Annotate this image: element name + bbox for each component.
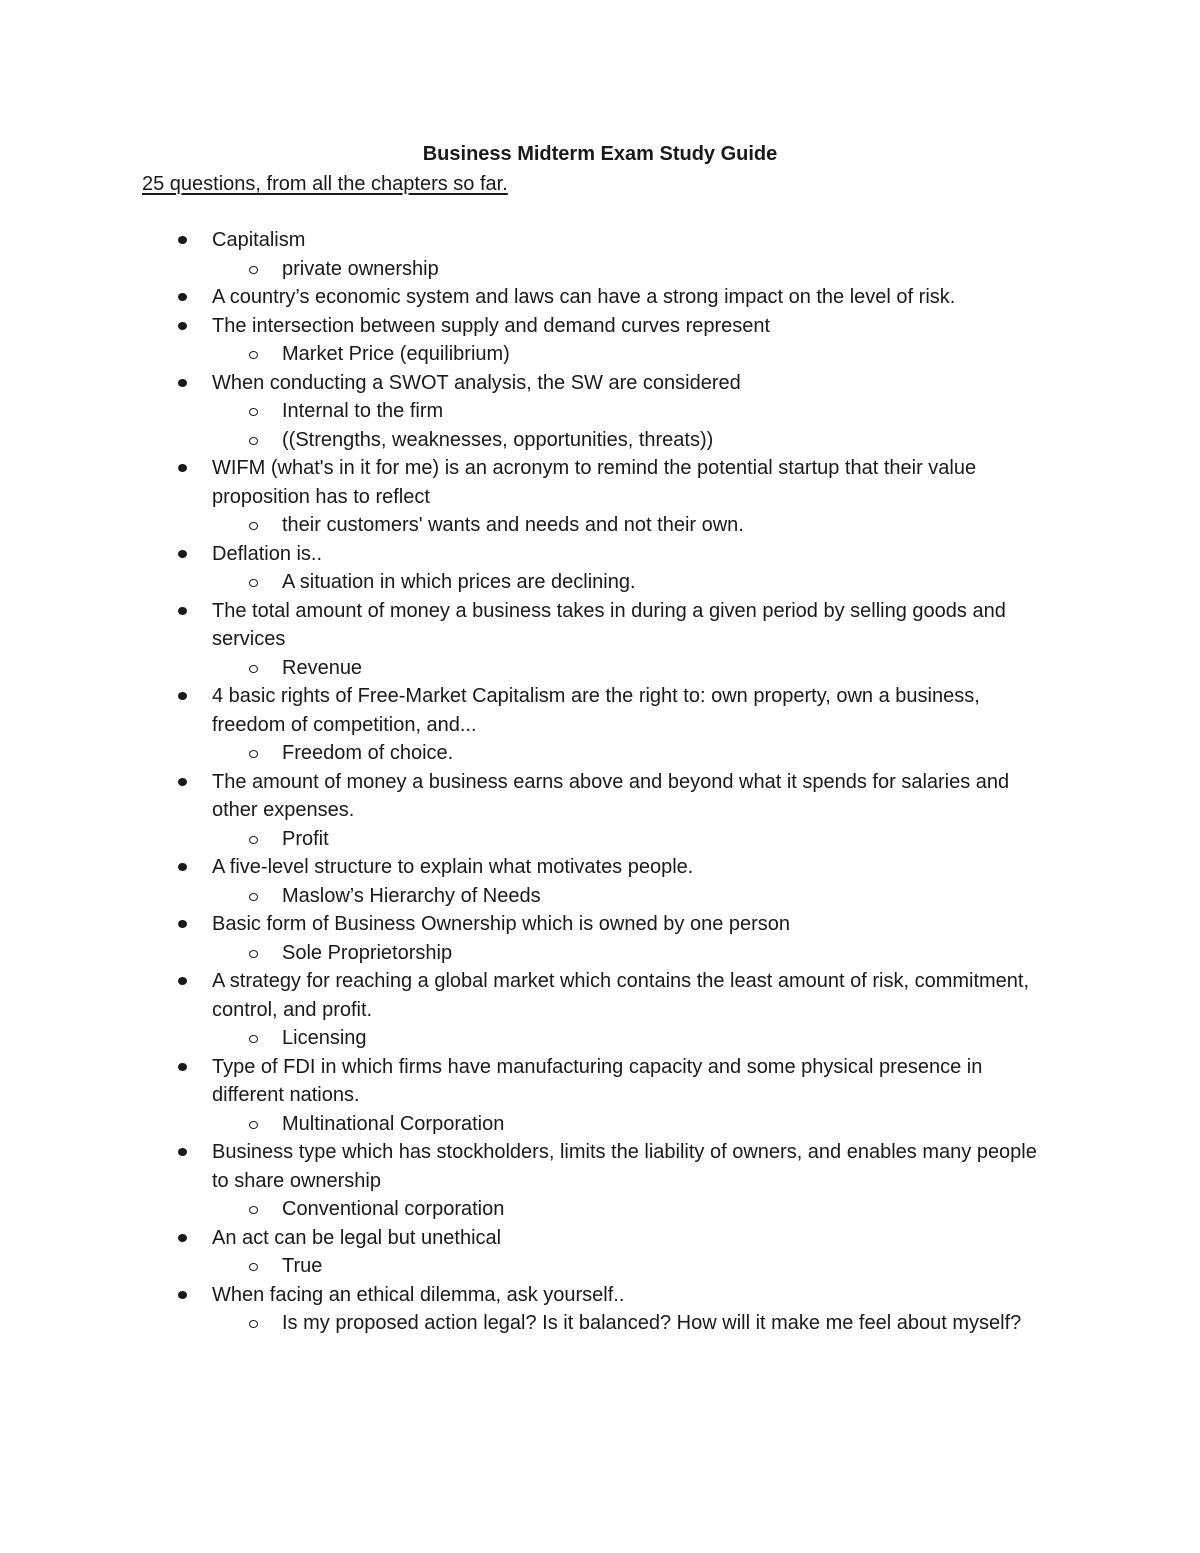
question-item — [0, 283, 1052, 312]
question-item — [0, 1138, 1052, 1195]
bullet-ring-icon — [249, 836, 258, 844]
answer-item — [0, 255, 1022, 284]
answer-item — [0, 1252, 1022, 1281]
bullet-ring-icon — [249, 437, 258, 445]
bullet-dot-icon — [178, 778, 187, 786]
bullet-dot-icon — [178, 920, 187, 928]
item-text: ((Strengths, weaknesses, opportunities, threats)) — [282, 428, 714, 451]
item-text: A country’s economic system and laws can have a strong impact on the level of risk. — [212, 286, 956, 308]
answer-item — [0, 1309, 1022, 1338]
bullet-dot-icon — [178, 293, 187, 301]
bullet-ring-icon — [249, 408, 258, 416]
bullet-ring-icon — [249, 1263, 258, 1271]
answer-item — [0, 568, 1022, 597]
item-text: Sole Proprietorship — [282, 941, 453, 964]
bullet-ring-icon — [249, 893, 258, 901]
answer-item — [0, 739, 1022, 768]
item-text: When facing an ethical dilemma, ask yourself.. — [212, 1283, 625, 1306]
item-text: Profit — [282, 827, 329, 850]
question-item — [0, 454, 1052, 511]
answer-item — [0, 1195, 1022, 1224]
item-text: Market Price (equilibrium) — [282, 343, 510, 365]
bullet-dot-icon — [178, 1234, 187, 1242]
bullet-ring-icon — [249, 1035, 258, 1043]
bullet-ring-icon — [249, 351, 258, 359]
item-text: An act can be legal but unethical — [212, 1226, 502, 1249]
item-text: Multinational Corporation — [282, 1112, 505, 1135]
item-text: When conducting a SWOT analysis, the SW are considered — [212, 371, 741, 394]
item-text: Deflation is.. — [212, 542, 323, 565]
document-title: Business Midterm Exam Study Guide — [422, 143, 778, 165]
question-item — [0, 1281, 1052, 1310]
item-text: Internal to the firm — [282, 400, 444, 422]
question-item — [0, 910, 1052, 939]
bullet-ring-icon — [249, 579, 258, 587]
item-text: The intersection between supply and demand curves represent — [212, 314, 771, 337]
question-item — [0, 597, 1052, 654]
item-text: A five-level structure to explain what motivates people. — [212, 856, 694, 878]
item-text: Freedom of choice. — [282, 742, 454, 764]
answer-item — [0, 825, 1022, 854]
bullet-dot-icon — [178, 322, 187, 330]
answer-item — [0, 1024, 1022, 1053]
item-text: Revenue — [282, 656, 363, 679]
bullet-dot-icon — [178, 607, 187, 615]
document-subtitle: 25 questions, from all the chapters so far. — [142, 173, 508, 195]
bullet-dot-icon — [178, 692, 187, 700]
bullet-dot-icon — [178, 1291, 187, 1299]
bullet-dot-icon — [178, 977, 187, 985]
bullet-dot-icon — [178, 1148, 187, 1156]
question-item — [0, 1053, 1052, 1110]
answer-item — [0, 426, 1022, 455]
bullet-dot-icon — [178, 550, 187, 558]
item-text: Basic form of Business Ownership which is owned by one person — [212, 913, 791, 935]
item-text: True — [282, 1255, 323, 1277]
answer-item — [0, 654, 1022, 683]
item-text: private ownership — [282, 257, 439, 280]
bullet-dot-icon — [178, 379, 187, 387]
answer-item — [0, 397, 1022, 426]
item-text: Business type which has stockholders, limits the liability of owners, and enables many people to share ownership — [212, 1141, 1037, 1192]
answer-item — [0, 511, 1022, 540]
question-item — [0, 967, 1052, 1024]
study-guide-list — [0, 226, 1200, 1338]
bullet-ring-icon — [249, 1121, 258, 1129]
item-text: Capitalism — [212, 229, 306, 251]
question-item — [0, 312, 1052, 341]
question-item — [0, 226, 1052, 255]
question-item — [0, 853, 1052, 882]
bullet-dot-icon — [178, 236, 187, 244]
bullet-ring-icon — [249, 1320, 258, 1328]
bullet-ring-icon — [249, 750, 258, 758]
question-item — [0, 682, 1052, 739]
item-text: A strategy for reaching a global market which contains the least amount of risk, commitment, control, and profit. — [212, 970, 1030, 1021]
answer-item — [0, 1110, 1022, 1139]
bullet-dot-icon — [178, 464, 187, 472]
bullet-ring-icon — [249, 665, 258, 673]
item-text: A situation in which prices are declining. — [282, 571, 636, 593]
question-item — [0, 1224, 1052, 1253]
item-text: their customers' wants and needs and not their own. — [282, 514, 744, 536]
item-text: Conventional corporation — [282, 1198, 505, 1220]
bullet-ring-icon — [249, 1206, 258, 1214]
answer-item — [0, 340, 1022, 369]
bullet-ring-icon — [249, 522, 258, 530]
bullet-ring-icon — [249, 950, 258, 958]
item-text: Type of FDI in which firms have manufacturing capacity and some physical presence in different nations. — [212, 1055, 983, 1106]
item-text: The total amount of money a business takes in during a given period by selling goods and services — [212, 599, 1006, 650]
item-text: The amount of money a business earns above and beyond what it spends for salaries and other expenses. — [212, 770, 1010, 821]
bullet-dot-icon — [178, 1063, 187, 1071]
question-item — [0, 768, 1052, 825]
item-text: WIFM (what's in it for me) is an acronym to remind the potential startup that their value proposition has to reflect — [212, 457, 977, 508]
item-text: Is my proposed action legal? Is it balanced? How will it make me feel about myself? — [282, 1312, 1022, 1334]
bullet-ring-icon — [249, 266, 258, 274]
bullet-dot-icon — [178, 863, 187, 871]
item-text: Licensing — [282, 1027, 367, 1049]
item-text: 4 basic rights of Free-Market Capitalism are the right to: own property, own a business, freedom of competition, and... — [212, 685, 980, 736]
question-item — [0, 369, 1052, 398]
item-text: Maslow’s Hierarchy of Needs — [282, 884, 541, 907]
question-item — [0, 540, 1052, 569]
answer-item — [0, 939, 1022, 968]
answer-item — [0, 882, 1022, 911]
